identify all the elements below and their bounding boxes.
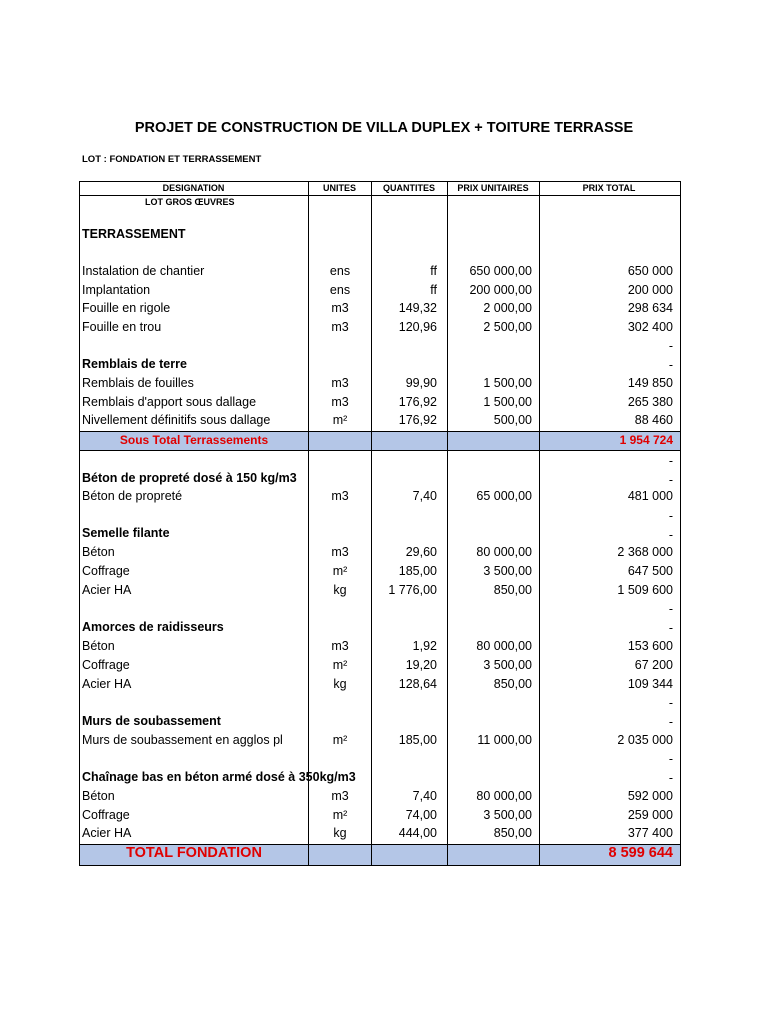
header-unites: UNITES — [322, 183, 356, 193]
table-row — [79, 299, 681, 317]
cell-pu: 850,00 — [493, 826, 532, 840]
header-prix-unitaires: PRIX UNITAIRES — [457, 183, 529, 193]
cell-unit: kg — [333, 677, 347, 691]
cell-qty: 19,20 — [405, 658, 437, 672]
table-row — [79, 318, 681, 336]
cell-designation: Coffrage — [82, 564, 130, 578]
section-heading — [79, 524, 681, 542]
cell-designation: Béton — [82, 639, 115, 653]
remblais-heading: Remblais de terre — [82, 357, 187, 371]
cell-pu: 1 500,00 — [483, 376, 532, 390]
cell-pt: 377 400 — [627, 826, 673, 840]
cell-unit: m3 — [331, 545, 349, 559]
cell-pt: 592 000 — [627, 789, 673, 803]
cell-unit: m3 — [331, 301, 349, 315]
header-prix-total: PRIX TOTAL — [582, 183, 636, 193]
cell-unit: m3 — [331, 395, 349, 409]
amorces-heading: Amorces de raidisseurs — [82, 620, 224, 634]
cell-unit: m3 — [331, 489, 349, 503]
cell-pu: 850,00 — [493, 583, 532, 597]
cell-qty: 1,92 — [412, 639, 437, 653]
cell-pt: 647 500 — [627, 564, 673, 578]
table-row — [79, 374, 681, 392]
cell-qty: 185,00 — [398, 564, 437, 578]
cell-qty: 185,00 — [398, 733, 437, 747]
cell-unit: kg — [333, 583, 347, 597]
cell-pt: 88 460 — [634, 413, 673, 427]
empty-dash: - — [668, 339, 673, 353]
table-row — [79, 411, 681, 429]
cell-qty: 99,90 — [405, 376, 437, 390]
empty-dash: - — [668, 621, 673, 635]
murs-heading: Murs de soubassement — [82, 714, 221, 728]
cell-qty: 7,40 — [412, 489, 437, 503]
cell-qty: 7,40 — [412, 789, 437, 803]
empty-dash: - — [668, 528, 673, 542]
cell-qty: 120,96 — [398, 320, 437, 334]
cell-designation: Acier HA — [82, 677, 132, 691]
cell-pu: 2 000,00 — [483, 301, 532, 315]
cell-designation: Fouille en rigole — [82, 301, 171, 315]
empty-dash: - — [668, 771, 673, 785]
cell-pu: 80 000,00 — [476, 545, 532, 559]
cell-designation: Béton — [82, 545, 115, 559]
table-row — [79, 393, 681, 411]
cell-designation: Nivellement définitifs sous dallage — [82, 413, 271, 427]
cell-qty: 444,00 — [398, 826, 437, 840]
cell-pu: 3 500,00 — [483, 658, 532, 672]
cell-pt: 298 634 — [627, 301, 673, 315]
estimate-table — [79, 181, 681, 866]
cell-qty: 176,92 — [398, 395, 437, 409]
section-terrassement: TERRASSEMENT — [82, 227, 186, 241]
cell-designation: Fouille en trou — [82, 320, 162, 334]
cell-pu: 2 500,00 — [483, 320, 532, 334]
cell-pt: 259 000 — [627, 808, 673, 822]
table-row — [79, 543, 681, 561]
table-row — [79, 806, 681, 824]
cell-designation: Remblais d'apport sous dallage — [82, 395, 257, 409]
subtotal-label: Sous Total Terrassements — [119, 433, 269, 447]
cell-pu: 3 500,00 — [483, 808, 532, 822]
empty-dash: - — [668, 473, 673, 487]
cell-pt: 265 380 — [627, 395, 673, 409]
table-row — [79, 824, 681, 842]
chainage-heading: Chaînage bas en béton armé dosé à 350kg/m3 — [82, 770, 356, 784]
cell-designation: Béton de propreté — [82, 489, 183, 503]
section-heading — [79, 768, 681, 786]
cell-pu: 3 500,00 — [483, 564, 532, 578]
cell-unit: m² — [332, 808, 348, 822]
cell-designation: Coffrage — [82, 808, 130, 822]
empty-dash: - — [668, 696, 673, 710]
subtotal-value: 1 954 724 — [619, 433, 673, 447]
table-row — [79, 637, 681, 655]
cell-designation: Implantation — [82, 283, 151, 297]
header-quantites: QUANTITES — [382, 183, 435, 193]
cell-designation: Acier HA — [82, 583, 132, 597]
cell-pt: 302 400 — [627, 320, 673, 334]
cell-pu: 1 500,00 — [483, 395, 532, 409]
cell-pu: 65 000,00 — [476, 489, 532, 503]
cell-unit: m3 — [331, 320, 349, 334]
cell-qty: 149,32 — [398, 301, 437, 315]
cell-designation: Béton — [82, 789, 115, 803]
cell-pt: 2 368 000 — [617, 545, 673, 559]
table-row — [79, 675, 681, 693]
cell-qty: 1 776,00 — [388, 583, 437, 597]
cell-unit: m3 — [331, 789, 349, 803]
cell-pu: 850,00 — [493, 677, 532, 691]
total-label: TOTAL FONDATION — [126, 845, 262, 861]
table-row — [79, 581, 681, 599]
cell-pu: 200 000,00 — [469, 283, 532, 297]
semelle-heading: Semelle filante — [82, 526, 170, 540]
cell-designation: Coffrage — [82, 658, 130, 672]
section-heading — [79, 355, 681, 373]
cell-pt: 650 000 — [627, 264, 673, 278]
cell-pt: 481 000 — [627, 489, 673, 503]
cell-designation: Acier HA — [82, 826, 132, 840]
table-row — [79, 262, 681, 280]
cell-qty: 176,92 — [398, 413, 437, 427]
beton-proprete-heading: Béton de propreté dosé à 150 kg/m3 — [82, 471, 297, 485]
cell-pu: 650 000,00 — [469, 264, 532, 278]
empty-dash: - — [668, 509, 673, 523]
cell-unit: m² — [332, 733, 348, 747]
cell-pt: 2 035 000 — [617, 733, 673, 747]
cell-pu: 80 000,00 — [476, 789, 532, 803]
document-title: PROJET DE CONSTRUCTION DE VILLA DUPLEX + TOITURE TERRASSE — [134, 120, 634, 136]
cell-unit: m² — [332, 564, 348, 578]
empty-dash: - — [668, 454, 673, 468]
empty-dash: - — [668, 715, 673, 729]
cell-pt: 1 509 600 — [617, 583, 673, 597]
cell-designation: Remblais de fouilles — [82, 376, 194, 390]
lot-gros-oeuvres: LOT GROS ŒUVRES — [145, 197, 235, 207]
section-heading — [79, 469, 681, 487]
cell-qty: ff — [430, 283, 437, 297]
cell-pt: 67 200 — [634, 658, 673, 672]
empty-dash: - — [668, 358, 673, 372]
section-heading — [79, 618, 681, 636]
cell-unit: m3 — [331, 639, 349, 653]
cell-unit: kg — [333, 826, 347, 840]
cell-pt: 200 000 — [627, 283, 673, 297]
empty-dash: - — [668, 602, 673, 616]
cell-qty: 74,00 — [405, 808, 437, 822]
cell-unit: m² — [332, 413, 348, 427]
empty-dash: - — [668, 752, 673, 766]
lot-label: LOT : FONDATION ET TERRASSEMENT — [82, 154, 262, 165]
table-row — [79, 656, 681, 674]
cell-unit: m3 — [331, 376, 349, 390]
table-row — [79, 487, 681, 505]
cell-pu: 500,00 — [493, 413, 532, 427]
cell-designation: Instalation de chantier — [82, 264, 205, 278]
table-row — [79, 281, 681, 299]
header-designation: DESIGNATION — [162, 183, 225, 193]
table-row — [79, 562, 681, 580]
cell-unit: ens — [329, 264, 351, 278]
cell-qty: ff — [430, 264, 437, 278]
cell-qty: 29,60 — [405, 545, 437, 559]
cell-pt: 149 850 — [627, 376, 673, 390]
cell-unit: ens — [329, 283, 351, 297]
cell-unit: m² — [332, 658, 348, 672]
total-value: 8 599 644 — [608, 845, 673, 861]
section-heading — [79, 712, 681, 730]
cell-qty: 128,64 — [398, 677, 437, 691]
cell-pu: 11 000,00 — [477, 733, 532, 747]
table-row — [79, 731, 681, 749]
cell-pt: 109 344 — [627, 677, 673, 691]
cell-pu: 80 000,00 — [476, 639, 532, 653]
cell-pt: 153 600 — [627, 639, 673, 653]
table-row — [79, 787, 681, 805]
header-divider — [79, 195, 681, 196]
section-heading — [79, 225, 681, 243]
cell-designation: Murs de soubassement en agglos pl — [82, 733, 283, 747]
